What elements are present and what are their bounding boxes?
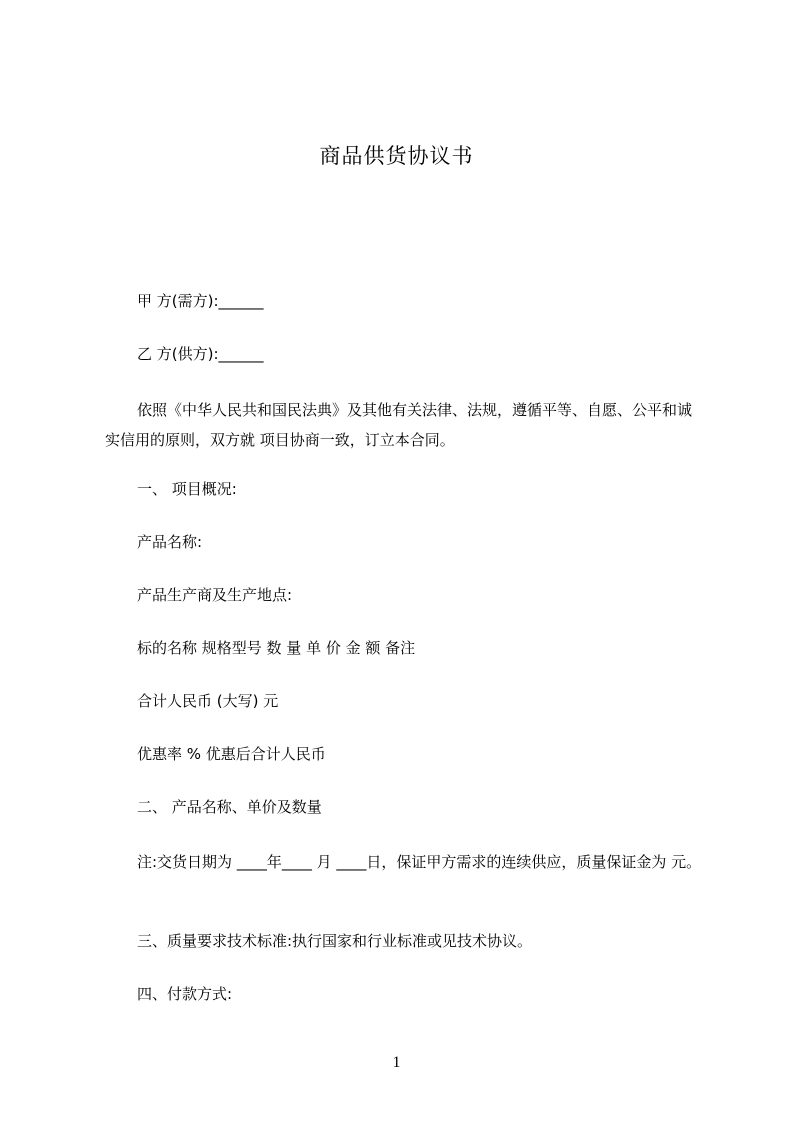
section-1-heading: 一、 项目概况: xyxy=(137,480,237,498)
section-2-heading: 二、 产品名称、单价及数量 xyxy=(137,798,322,816)
intro-paragraph: 依照《中华人民共和国民法典》及其他有关法律、法规，遵循平等、自愿、公平和诚实信用的原则，双方就 项目协商一致，订立本合同。 xyxy=(105,401,693,449)
delivery-note-paragraph: 注:交货日期为 ____年____ 月 ____日，保证甲方需求的连续供应，质量保证金为 元。 xyxy=(137,853,702,871)
table-header-line: 标的名称 规格型号 数 量 单 价 金 额 备注 xyxy=(137,639,416,657)
total-rmb-line: 合计人民币 (大写) 元 xyxy=(137,692,279,710)
page-number: 1 xyxy=(392,1054,401,1071)
section-3-line: 三、质量要求技术标准:执行国家和行业标准或见技术协议。 xyxy=(137,932,533,950)
manufacturer-line: 产品生产商及生产地点: xyxy=(137,586,293,604)
party-a-line: 甲 方(需方):______ xyxy=(137,292,264,310)
discount-line: 优惠率 % 优惠后合计人民币 xyxy=(137,745,326,763)
section-4-heading: 四、付款方式: xyxy=(137,985,233,1003)
party-b-line: 乙 方(供方):______ xyxy=(137,345,264,363)
product-name-line: 产品名称: xyxy=(137,533,203,551)
document-title: 商品供货协议书 xyxy=(319,144,474,168)
